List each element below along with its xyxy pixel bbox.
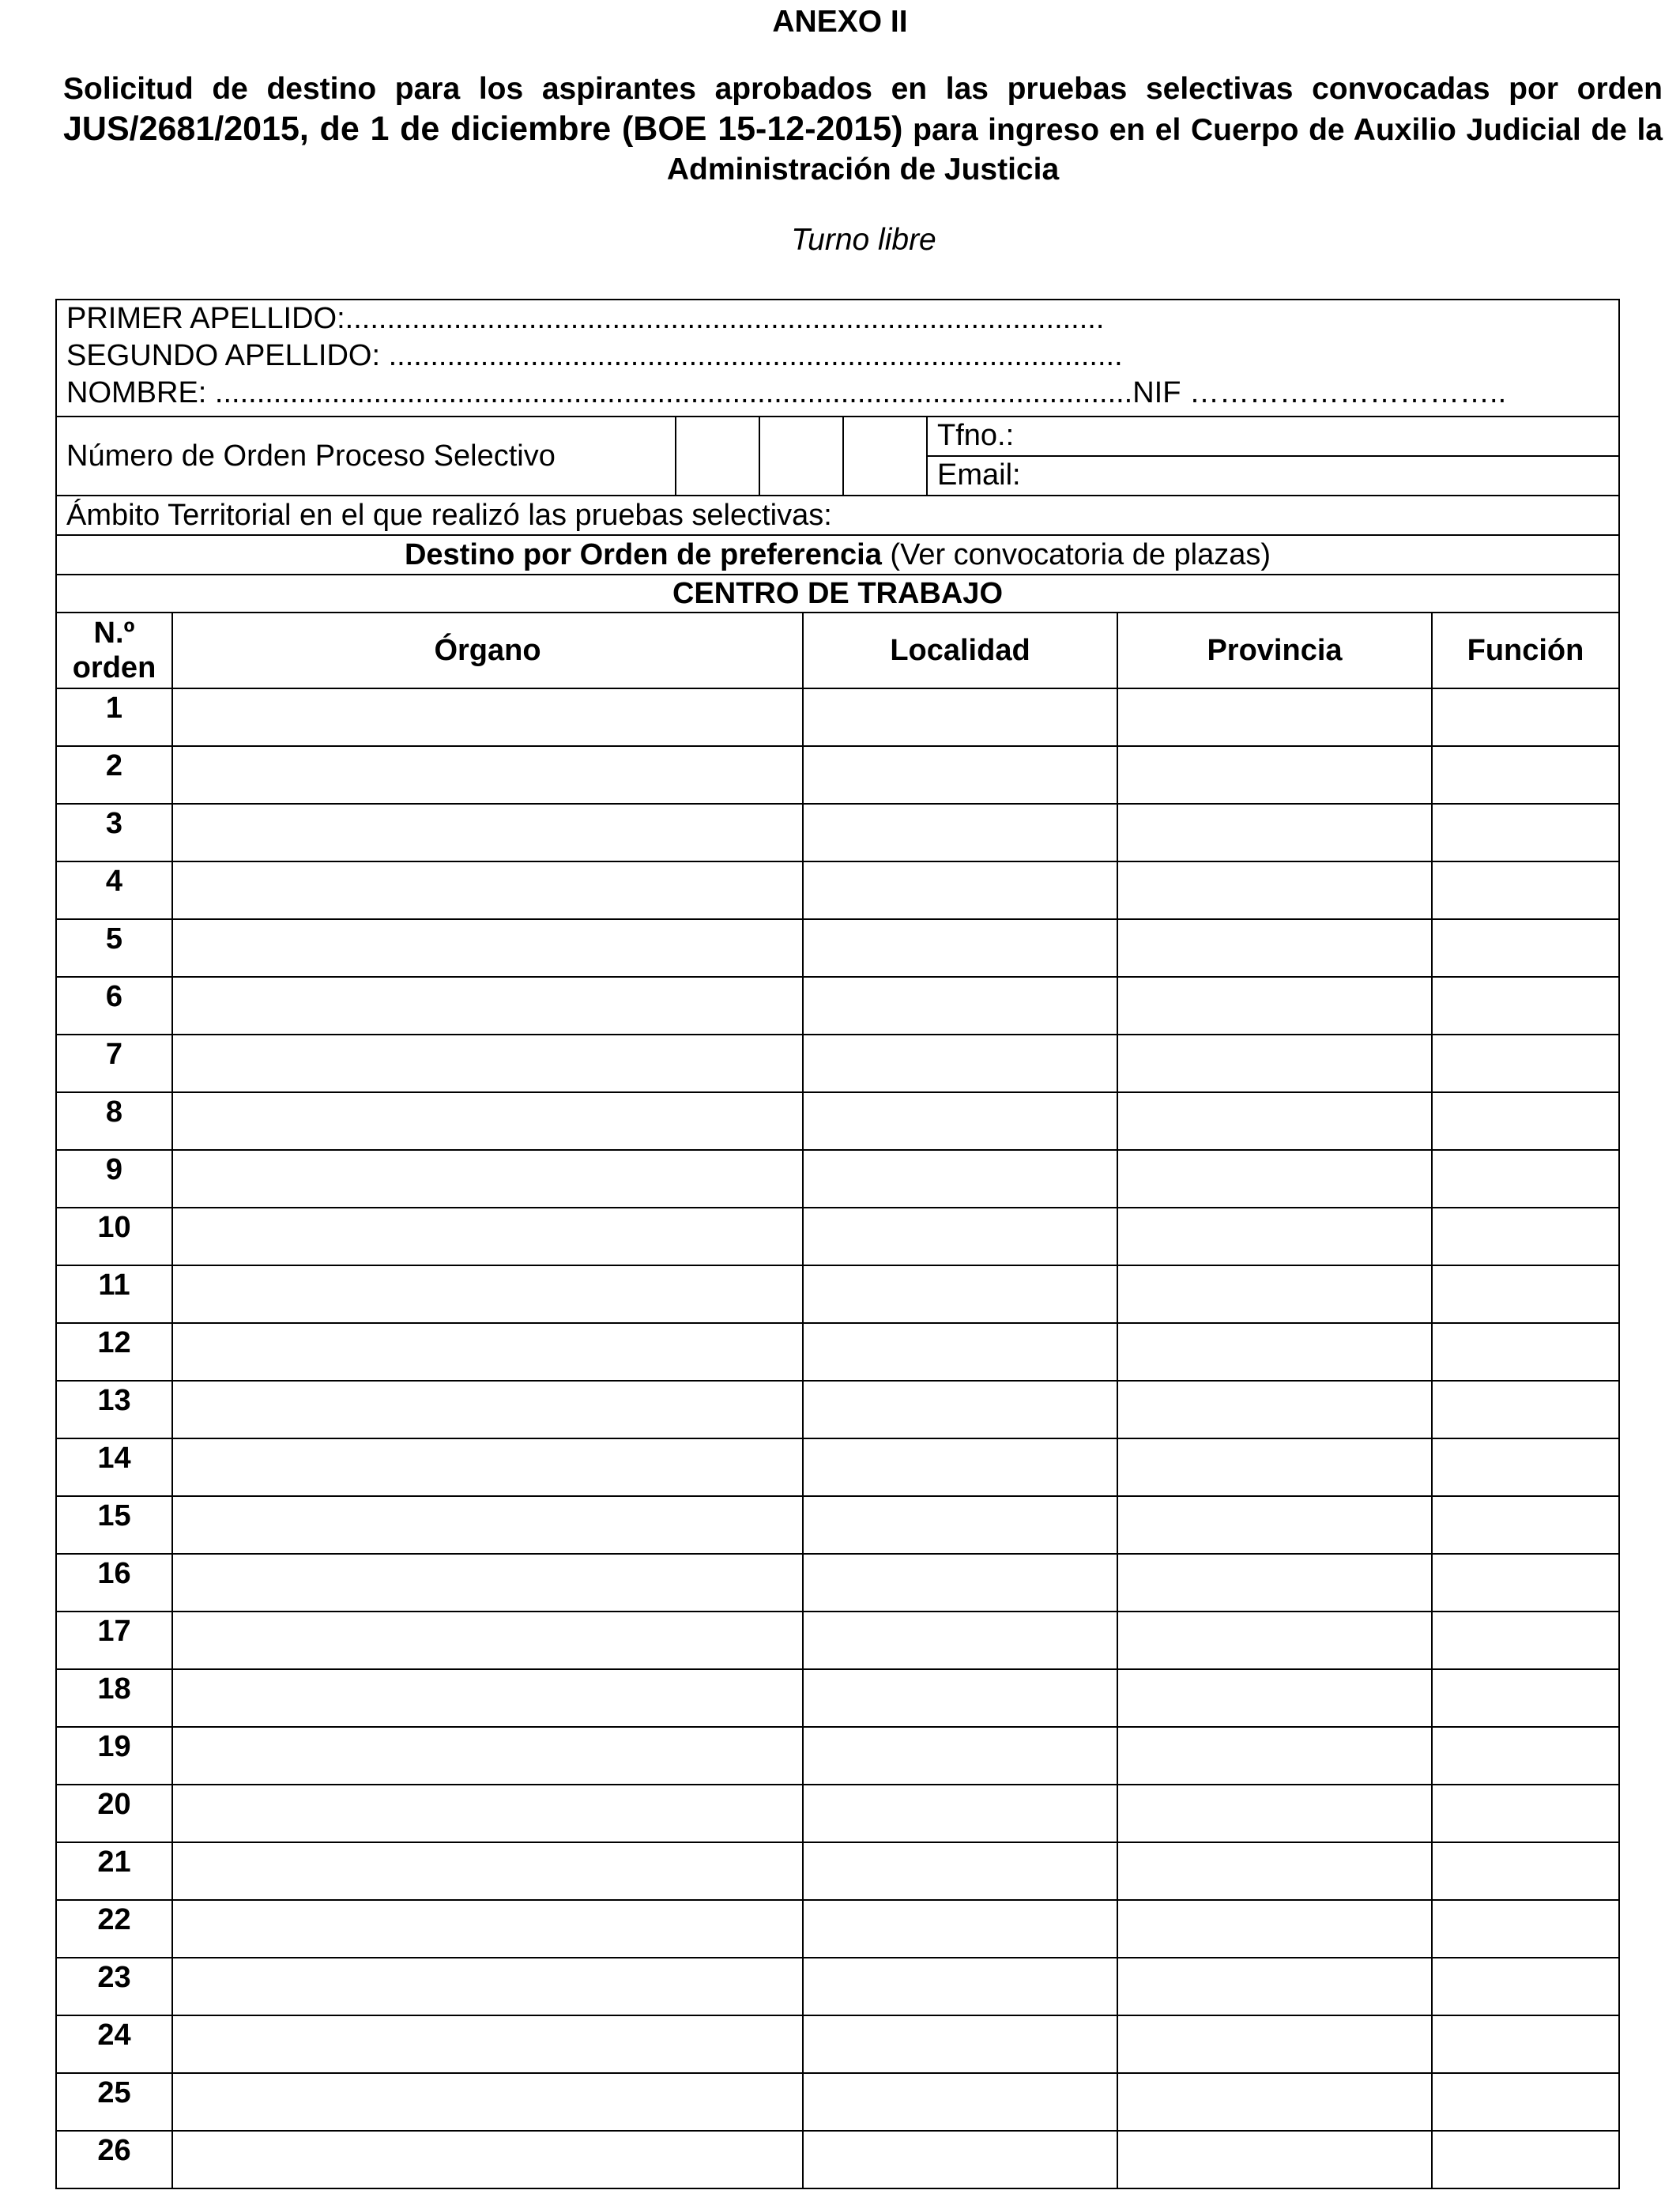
numero-orden-box-2[interactable] [760,417,844,495]
cell-organo[interactable] [172,919,803,977]
cell-localidad[interactable] [803,804,1117,861]
cell-localidad[interactable] [803,1496,1117,1554]
cell-provincia[interactable] [1117,2131,1432,2188]
cell-provincia[interactable] [1117,1208,1432,1265]
cell-funcion[interactable] [1432,1092,1618,1150]
table-row [57,1496,1618,1554]
table-row [57,1035,1618,1092]
cell-localidad[interactable] [803,1150,1117,1208]
cell-provincia[interactable] [1117,1900,1432,1958]
cell-organo[interactable] [172,1785,803,1842]
row-number: 17 [57,1612,172,1669]
table-row [57,1265,1618,1323]
cell-funcion[interactable] [1432,746,1618,804]
cell-organo[interactable] [172,1208,803,1265]
row-number: 16 [57,1554,172,1612]
row-number: 23 [57,1958,172,2015]
row-number: 15 [57,1496,172,1554]
row-number: 21 [57,1842,172,1900]
table-row [57,2073,1618,2131]
cell-funcion[interactable] [1432,1150,1618,1208]
col-header-funcion: Función [1432,613,1618,688]
cell-funcion[interactable] [1432,1438,1618,1496]
table-row [57,1727,1618,1785]
table-row [57,1785,1618,1842]
table-row [57,746,1618,804]
cell-funcion[interactable] [1432,1669,1618,1727]
cell-provincia[interactable] [1117,2073,1432,2131]
row-number: 18 [57,1669,172,1727]
cell-organo[interactable] [172,2131,803,2188]
cell-localidad[interactable] [803,919,1117,977]
table-row [57,977,1618,1035]
cell-funcion[interactable] [1432,1265,1618,1323]
cell-provincia[interactable] [1117,1554,1432,1612]
cell-provincia[interactable] [1117,1323,1432,1381]
cell-funcion[interactable] [1432,861,1618,919]
cell-funcion[interactable] [1432,1035,1618,1092]
cell-organo[interactable] [172,861,803,919]
cell-provincia[interactable] [1117,1092,1432,1150]
cell-localidad[interactable] [803,2131,1117,2188]
col-header-num: N.º orden [57,613,172,688]
cell-organo[interactable] [172,1612,803,1669]
cell-organo[interactable] [172,1265,803,1323]
row-number: 8 [57,1092,172,1150]
cell-organo[interactable] [172,1035,803,1092]
table-row [57,1958,1618,2015]
col-header-localidad: Localidad [803,613,1117,688]
cell-provincia[interactable] [1117,1265,1432,1323]
cell-organo[interactable] [172,1496,803,1554]
table-row [57,1208,1618,1265]
cell-provincia[interactable] [1117,1035,1432,1092]
cell-localidad[interactable] [803,1381,1117,1438]
row-number: 14 [57,1438,172,1496]
table-row [57,1669,1618,1727]
row-number: 3 [57,804,172,861]
cell-localidad[interactable] [803,1727,1117,1785]
cell-localidad[interactable] [803,1092,1117,1150]
cell-organo[interactable] [172,688,803,746]
table-row [57,1323,1618,1381]
cell-provincia[interactable] [1117,2015,1432,2073]
row-number: 6 [57,977,172,1035]
table-row [57,2131,1618,2188]
cell-localidad[interactable] [803,2015,1117,2073]
cell-organo[interactable] [172,1669,803,1727]
numero-orden-box-1[interactable] [676,417,760,495]
table-row [57,688,1618,746]
col-header-organo: Órgano [172,613,803,688]
cell-localidad[interactable] [803,1958,1117,2015]
col-header-provincia: Provincia [1117,613,1432,688]
cell-provincia[interactable] [1117,1669,1432,1727]
cell-localidad[interactable] [803,1035,1117,1092]
table-row [57,1150,1618,1208]
cell-funcion[interactable] [1432,1554,1618,1612]
cell-localidad[interactable] [803,1669,1117,1727]
tfno-field[interactable]: Tfno.: [928,417,1618,457]
destino-header [57,536,1618,575]
cell-localidad[interactable] [803,1900,1117,1958]
cell-localidad[interactable] [803,977,1117,1035]
table-row [57,1842,1618,1900]
cell-funcion[interactable] [1432,1785,1618,1842]
preference-table [57,613,1618,2188]
cell-organo[interactable] [172,1727,803,1785]
row-number: 10 [57,1208,172,1265]
cell-funcion[interactable] [1432,688,1618,746]
nombre-nif-field[interactable]: NOMBRE: ..............................................................................................................NIF ………………………….. [66,376,1507,409]
cell-organo[interactable] [172,1323,803,1381]
cell-provincia[interactable] [1117,1842,1432,1900]
table-row [57,804,1618,861]
cell-funcion[interactable] [1432,1496,1618,1554]
cell-funcion[interactable] [1432,1612,1618,1669]
row-number: 13 [57,1381,172,1438]
cell-provincia[interactable] [1117,977,1432,1035]
cell-organo[interactable] [172,1092,803,1150]
cell-organo[interactable] [172,1958,803,2015]
row-number: 7 [57,1035,172,1092]
cell-funcion[interactable] [1432,1381,1618,1438]
cell-organo[interactable] [172,746,803,804]
cell-funcion[interactable] [1432,977,1618,1035]
cell-localidad[interactable] [803,1438,1117,1496]
row-number: 26 [57,2131,172,2188]
cell-provincia[interactable] [1117,1612,1432,1669]
row-number: 12 [57,1323,172,1381]
application-form [55,299,1620,2189]
cell-funcion[interactable] [1432,2073,1618,2131]
cell-provincia[interactable] [1117,688,1432,746]
cell-provincia[interactable] [1117,804,1432,861]
row-number: 22 [57,1900,172,1958]
destino-bold: Destino por Orden de preferencia [404,538,882,571]
cell-organo[interactable] [172,1900,803,1958]
table-row [57,919,1618,977]
cell-provincia[interactable] [1117,1727,1432,1785]
row-number: 9 [57,1150,172,1208]
numero-orden-label: Número de Orden Proceso Selectivo [57,417,676,495]
segundo-apellido-field[interactable]: SEGUNDO APELLIDO: ........................................................................................ [66,339,1123,372]
cell-localidad[interactable] [803,746,1117,804]
row-number: 20 [57,1785,172,1842]
cell-localidad[interactable] [803,1323,1117,1381]
table-row [57,1381,1618,1438]
cell-provincia[interactable] [1117,1381,1432,1438]
row-number: 24 [57,2015,172,2073]
cell-localidad[interactable] [803,1208,1117,1265]
cell-provincia[interactable] [1117,1785,1432,1842]
cell-provincia[interactable] [1117,861,1432,919]
table-row [57,1438,1618,1496]
cell-localidad[interactable] [803,2073,1117,2131]
cell-organo[interactable] [172,977,803,1035]
email-field[interactable]: Email: [937,458,1021,492]
table-row [57,861,1618,919]
cell-provincia[interactable] [1117,1438,1432,1496]
primer-apellido-field[interactable]: PRIMER APELLIDO:........................................................................................... [66,302,1105,335]
turno-label: Turno libre [791,223,936,257]
annex-title: ANEXO II [772,5,908,39]
row-number: 11 [57,1265,172,1323]
cell-provincia[interactable] [1117,1496,1432,1554]
table-row [57,1092,1618,1150]
row-number: 25 [57,2073,172,2131]
table-row [57,2015,1618,2073]
ambito-territorial-field[interactable]: Ámbito Territorial en el que realizó las pruebas selectivas: [57,496,1618,536]
personal-data-section [57,300,1618,417]
cell-organo[interactable] [172,2015,803,2073]
cell-provincia[interactable] [1117,1150,1432,1208]
cell-funcion[interactable] [1432,1900,1618,1958]
cell-localidad[interactable] [803,1265,1117,1323]
cell-organo[interactable] [172,1438,803,1496]
cell-localidad[interactable] [803,861,1117,919]
destino-note: (Ver convocatoria de plazas) [881,538,1271,571]
cell-funcion[interactable] [1432,804,1618,861]
cell-organo[interactable] [172,2073,803,2131]
cell-funcion[interactable] [1432,1958,1618,2015]
centro-trabajo-header: CENTRO DE TRABAJO [57,575,1618,613]
cell-organo[interactable] [172,1554,803,1612]
cell-organo[interactable] [172,1150,803,1208]
table-header-row [57,613,1618,688]
table-row [57,1612,1618,1669]
table-row [57,1554,1618,1612]
cell-provincia[interactable] [1117,1958,1432,2015]
table-row [57,1900,1618,1958]
row-number: 5 [57,919,172,977]
row-number: 19 [57,1727,172,1785]
cell-localidad[interactable] [803,688,1117,746]
cell-funcion[interactable] [1432,1727,1618,1785]
numero-orden-box-3[interactable] [844,417,928,495]
cell-funcion[interactable] [1432,2015,1618,2073]
row-number: 1 [57,688,172,746]
cell-funcion[interactable] [1432,1323,1618,1381]
row-number: 4 [57,861,172,919]
document-heading [63,70,1663,190]
row-number: 2 [57,746,172,804]
numero-orden-row [57,417,1618,496]
heading-part1: Solicitud de destino para los aspirantes aprobados en las pruebas selectivas convocadas por orden [63,72,1663,106]
cell-localidad[interactable] [803,1554,1117,1612]
cell-funcion[interactable] [1432,1842,1618,1900]
cell-funcion[interactable] [1432,919,1618,977]
cell-organo[interactable] [172,804,803,861]
cell-localidad[interactable] [803,1842,1117,1900]
cell-funcion[interactable] [1432,1208,1618,1265]
cell-provincia[interactable] [1117,746,1432,804]
contact-cells [928,417,1618,495]
heading-part3: para ingreso en el Cuerpo de Auxilio Judicial de la Administración de Justicia [666,113,1663,187]
cell-organo[interactable] [172,1842,803,1900]
cell-localidad[interactable] [803,1612,1117,1669]
heading-part2: JUS/2681/2015, de 1 de diciembre (BOE 15-12-2015) [63,110,903,148]
cell-funcion[interactable] [1432,2131,1618,2188]
cell-localidad[interactable] [803,1785,1117,1842]
cell-organo[interactable] [172,1381,803,1438]
cell-provincia[interactable] [1117,919,1432,977]
